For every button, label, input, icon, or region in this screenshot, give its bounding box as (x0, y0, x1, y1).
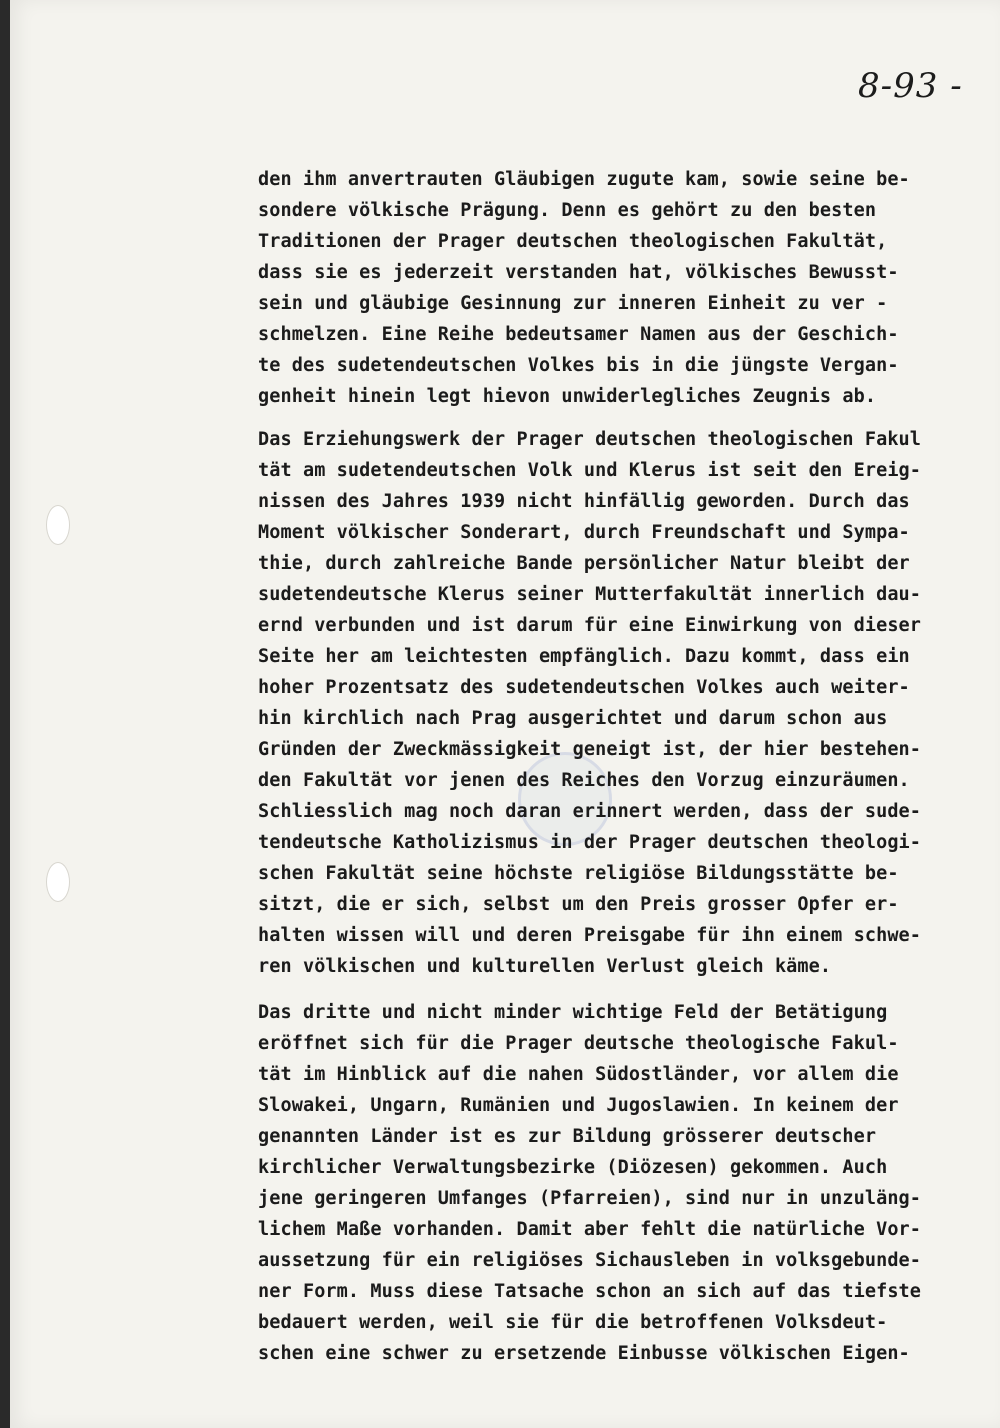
text-line: te des sudetendeutschen Volkes bis in die jüngste Vergan- (258, 355, 899, 376)
text-line: lichem Maße vorhanden. Damit aber fehlt die natürliche Vor- (258, 1219, 922, 1240)
text-line: halten wissen will und deren Preisgabe für ihn einem schwe- (258, 925, 922, 946)
text-line: kirchlicher Verwaltungsbezirke (Diözesen) gekommen. Auch (258, 1157, 888, 1178)
text-line: den ihm anvertrauten Gläubigen zugute kam, sowie seine be- (258, 169, 910, 190)
text-line: genannten Länder ist es zur Bildung grösserer deutscher (258, 1126, 877, 1147)
text-line: hoher Prozentsatz des sudetendeutschen Volkes auch weiter- (258, 677, 910, 698)
text-line: bedauert werden, weil sie für die betroffenen Volksdeut- (258, 1312, 888, 1333)
text-line: Seite her am leichtesten empfänglich. Dazu kommt, dass ein (258, 646, 910, 667)
text-line: tät am sudetendeutschen Volk und Klerus ist seit den Ereig- (258, 460, 922, 481)
text-line: sudetendeutsche Klerus seiner Mutterfakultät innerlich dau- (258, 584, 922, 605)
paragraph-2 (258, 424, 998, 982)
text-line: ner Form. Muss diese Tatsache schon an sich auf das tiefste (258, 1281, 922, 1302)
paragraph-1 (258, 164, 998, 412)
text-line: jene geringeren Umfanges (Pfarreien), sind nur in unzuläng- (258, 1188, 922, 1209)
text-line: nissen des Jahres 1939 nicht hinfällig geworden. Durch das (258, 491, 910, 512)
text-line: Slowakei, Ungarn, Rumänien und Jugoslawien. In keinem der (258, 1095, 899, 1116)
text-line: tät im Hinblick auf die nahen Südostländer, vor allem die (258, 1064, 899, 1085)
text-line: sitzt, die er sich, selbst um den Preis grosser Opfer er- (258, 894, 899, 915)
text-line: schen eine schwer zu ersetzende Einbusse völkischen Eigen- (258, 1343, 910, 1364)
page-number: 8-93 - (858, 66, 963, 106)
punch-hole-bottom (46, 862, 70, 902)
text-line: eröffnet sich für die Prager deutsche theologische Fakul- (258, 1033, 899, 1054)
text-line: genheit hinein legt hievon unwiderlegliches Zeugnis ab. (258, 386, 877, 407)
text-line: sondere völkische Prägung. Denn es gehört zu den besten (258, 200, 877, 221)
punch-hole-top (46, 505, 70, 545)
text-line: Das dritte und nicht minder wichtige Feld der Betätigung (258, 1002, 888, 1023)
text-line: Das Erziehungswerk der Prager deutschen theologischen Fakul (258, 429, 922, 450)
text-line: schen Fakultät seine höchste religiöse Bildungsstätte be- (258, 863, 899, 884)
text-line: dass sie es jederzeit verstanden hat, völkisches Bewusst- (258, 262, 899, 283)
text-line: hin kirchlich nach Prag ausgerichtet und darum schon aus (258, 708, 888, 729)
text-line: ernd verbunden und ist darum für eine Einwirkung von dieser (258, 615, 922, 636)
text-line: Gründen der Zweckmässigkeit geneigt ist, der hier bestehen- (258, 739, 922, 760)
text-line: tendeutsche Katholizismus in der Prager deutschen theologi- (258, 832, 922, 853)
text-line: schmelzen. Eine Reihe bedeutsamer Namen aus der Geschich- (258, 324, 899, 345)
text-line: aussetzung für ein religiöses Sichausleben in volksgebunde- (258, 1250, 922, 1271)
text-line: Traditionen der Prager deutschen theologischen Fakultät, (258, 231, 888, 252)
paragraph-3 (258, 997, 998, 1369)
text-line: Moment völkischer Sonderart, durch Freundschaft und Sympa- (258, 522, 910, 543)
text-line: Schliesslich mag noch daran erinnert werden, dass der sude- (258, 801, 922, 822)
text-line: thie, durch zahlreiche Bande persönlicher Natur bleibt der (258, 553, 910, 574)
text-line: sein und gläubige Gesinnung zur inneren Einheit zu ver - (258, 293, 888, 314)
text-line: ren völkischen und kulturellen Verlust gleich käme. (258, 956, 832, 977)
text-line: den Fakultät vor jenen des Reiches den Vorzug einzuräumen. (258, 770, 910, 791)
